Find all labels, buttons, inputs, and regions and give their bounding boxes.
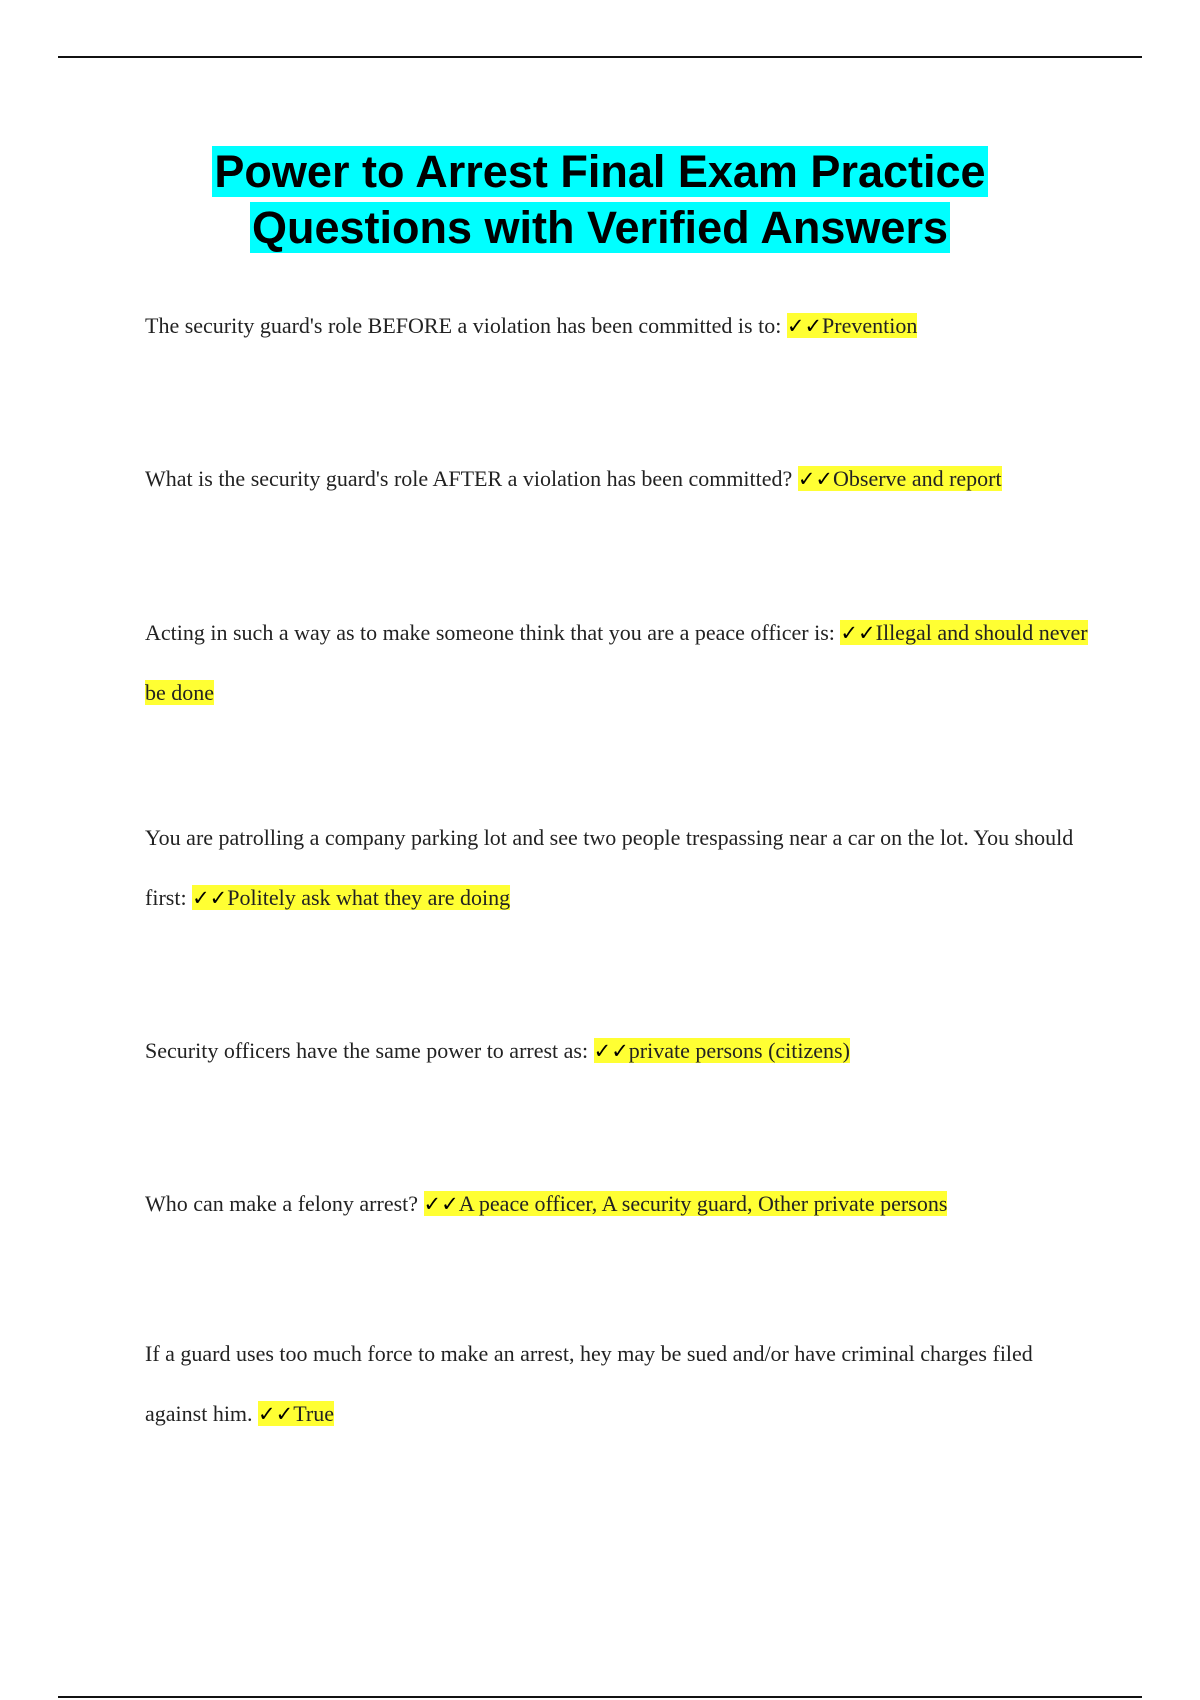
question-text: If a guard uses too much force to make an arrest, hey may be sued and/or have criminal charges filed against him. (145, 1341, 1033, 1426)
question-7 (145, 1324, 1090, 1444)
question-text: Acting in such a way as to make someone think that you are a peace officer is: (145, 620, 835, 645)
title-line-2: Questions with Verified Answers (251, 202, 948, 253)
question-6 (145, 1174, 1090, 1234)
title-line-1: Power to Arrest Final Exam Practice (214, 146, 986, 197)
question-text: The security guard's role BEFORE a violation has been committed is to: (145, 313, 782, 338)
answer-text: Politely ask what they are doing (227, 885, 511, 910)
question-3 (145, 603, 1090, 723)
question-text: Who can make a felony arrest? (145, 1191, 419, 1216)
answer-highlight (258, 1401, 334, 1426)
check-mark-icon: ✓✓ (840, 621, 876, 645)
question-2 (145, 449, 1090, 509)
answer-highlight (192, 885, 510, 910)
answer-text: True (293, 1401, 335, 1426)
check-mark-icon: ✓✓ (192, 886, 228, 910)
check-mark-icon: ✓✓ (423, 1192, 459, 1216)
footer-rule (58, 1696, 1142, 1698)
header-rule (58, 56, 1142, 58)
question-text: What is the security guard's role AFTER a violation has been committed? (145, 466, 793, 491)
answer-highlight (787, 313, 918, 338)
question-4 (145, 808, 1090, 928)
answer-text: Observe and report (833, 466, 1002, 491)
answer-text: Illegal and should never be done (145, 620, 1088, 705)
check-mark-icon: ✓✓ (258, 1402, 294, 1426)
check-mark-icon: ✓✓ (593, 1039, 629, 1063)
answer-highlight (594, 1038, 850, 1063)
check-mark-icon: ✓✓ (797, 467, 834, 491)
document-title (0, 144, 1200, 256)
question-5 (145, 1021, 1090, 1081)
answer-text: A peace officer, A security guard, Other private persons (458, 1191, 948, 1216)
answer-text: private persons (citizens) (628, 1038, 850, 1063)
question-text: You are patrolling a company parking lot and see two people trespassing near a car on the lot. You should first: (145, 825, 1074, 910)
answer-highlight (424, 1191, 948, 1216)
answer-highlight (798, 466, 1002, 491)
question-1 (145, 296, 1090, 356)
answer-text: Prevention (822, 313, 918, 338)
check-mark-icon: ✓✓ (786, 314, 823, 338)
question-text: Security officers have the same power to arrest as: (145, 1038, 589, 1063)
